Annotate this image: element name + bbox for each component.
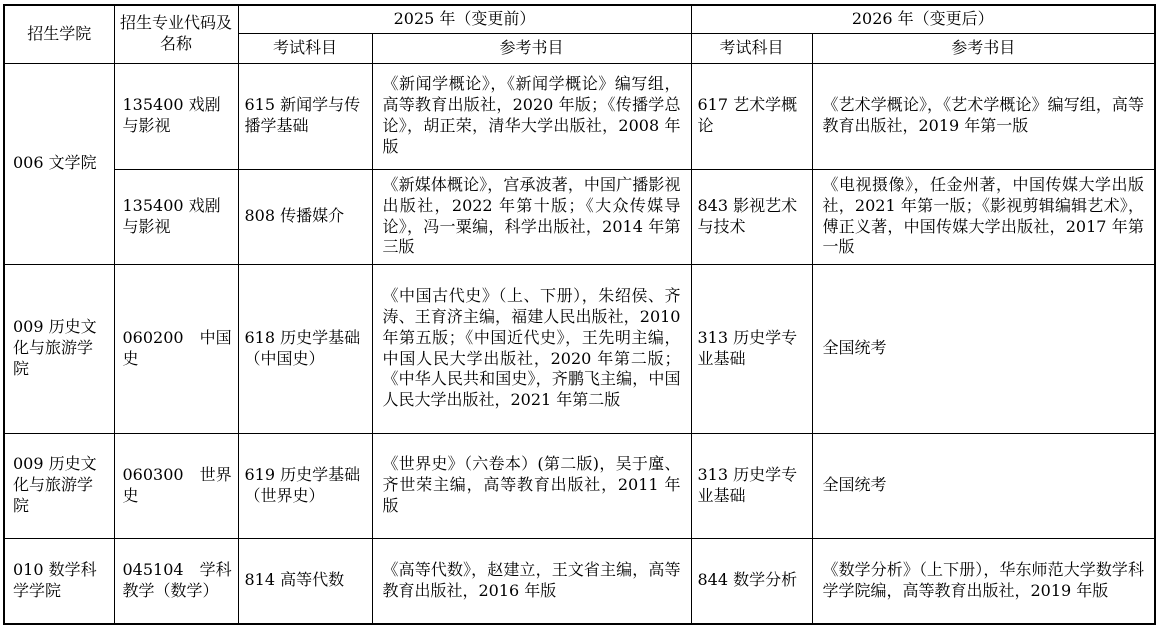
ref-2025-cell: 《中国古代史》（上、下册），朱绍侯、齐涛、王育济主编，福建人民出版社，2010 年第五版；《中国近代史》，王先明主编，中国人民大学出版社，2020 年第二版；《中华人民共和国史》，齐鹏飞主编，中国人民大学出版社，2021 年第二版 [372,264,691,433]
exam-2025-cell: 814 高等代数 [238,538,372,624]
exam-2026-cell: 844 数学分析 [691,538,812,624]
ref-2026-cell: 《电视摄像》，任金州著，中国传媒大学出版社，2021 年第一版；《影视剪辑编辑艺术》，傅正义著，中国传媒大学出版社，2017 年第一版 [812,169,1155,264]
header-exam-2025: 考试科目 [238,33,372,63]
header-year-2025: 2025 年（变更前） [238,5,691,33]
college-cell: 009 历史文化与旅游学院 [4,264,114,433]
table-row [4,264,1155,433]
exam-change-table [3,4,1156,625]
table-row [4,538,1155,624]
major-cell: 060200 中国史 [114,264,238,433]
major-cell: 135400 戏剧与影视 [114,63,238,169]
college-cell: 009 历史文化与旅游学院 [4,433,114,538]
exam-2026-cell: 313 历史学专业基础 [691,433,812,538]
major-cell: 060300 世界史 [114,433,238,538]
ref-2025-cell: 《世界史》（六卷本）(第二版)，吴于廑、齐世荣主编，高等教育出版社，2011 年版 [372,433,691,538]
ref-2025-cell: 《新闻学概论》，《新闻学概论》编写组，高等教育出版社，2020 年版；《传播学总论》，胡正荣，清华大学出版社，2008 年版 [372,63,691,169]
college-cell: 006 文学院 [4,63,114,264]
ref-2026-cell: 《数学分析》（上下册），华东师范大学数学科学学院编，高等教育出版社，2019 年版 [812,538,1155,624]
table-row [4,63,1155,169]
header-major: 招生专业代码及名称 [114,5,238,63]
exam-2026-cell: 843 影视艺术与技术 [691,169,812,264]
major-cell: 135400 戏剧与影视 [114,169,238,264]
header-ref-2026: 参考书目 [812,33,1155,63]
header-ref-2025: 参考书目 [372,33,691,63]
college-cell: 010 数学科学学院 [4,538,114,624]
exam-2025-cell: 615 新闻学与传播学基础 [238,63,372,169]
table-row [4,169,1155,264]
header-college: 招生学院 [4,5,114,63]
ref-2025-cell: 《新媒体概论》，宫承波著，中国广播影视出版社，2022 年第十版；《大众传媒导论》，冯一粟编，科学出版社，2014 年第三版 [372,169,691,264]
exam-2025-cell: 618 历史学基础（中国史） [238,264,372,433]
header-exam-2026: 考试科目 [691,33,812,63]
ref-2025-cell: 《高等代数》，赵建立，王文省主编，高等教育出版社，2016 年版 [372,538,691,624]
major-cell: 045104 学科教学（数学） [114,538,238,624]
ref-2026-cell: 《艺术学概论》，《艺术学概论》编写组，高等教育出版社，2019 年第一版 [812,63,1155,169]
header-year-2026: 2026 年（变更后） [691,5,1155,33]
ref-2026-cell: 全国统考 [812,264,1155,433]
header-row-1 [4,5,1155,33]
exam-2025-cell: 619 历史学基础（世界史） [238,433,372,538]
ref-2026-cell: 全国统考 [812,433,1155,538]
table-row [4,433,1155,538]
exam-2026-cell: 617 艺术学概论 [691,63,812,169]
exam-2026-cell: 313 历史学专业基础 [691,264,812,433]
exam-2025-cell: 808 传播媒介 [238,169,372,264]
